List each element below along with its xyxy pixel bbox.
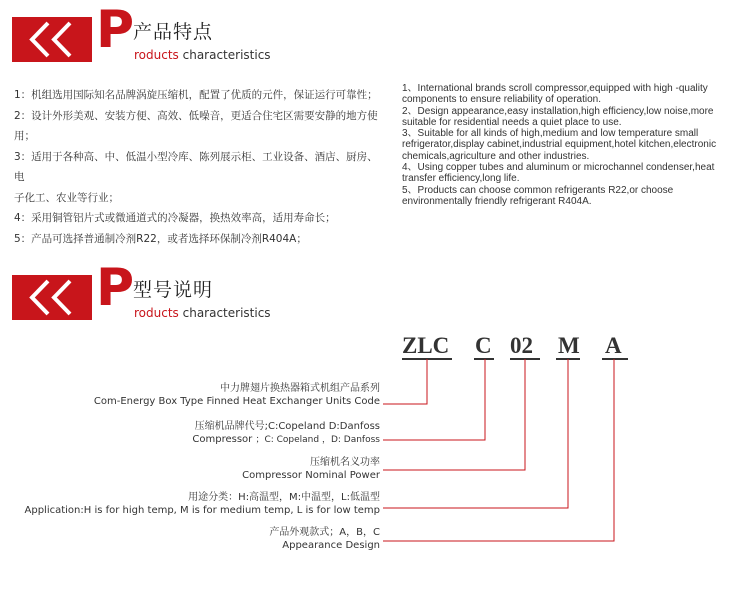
label-series-en: Com-Energy Box Type Finned Heat Exchanger Units Code bbox=[93, 396, 380, 407]
connector-design bbox=[383, 359, 614, 541]
label-design-zh: 产品外观款式；A，B，C bbox=[269, 527, 380, 538]
label-compressor-en-prefix: Compressor bbox=[192, 434, 253, 445]
model-code-power: 02 bbox=[510, 333, 533, 358]
subtitle-accent: roducts bbox=[134, 306, 179, 320]
label-application-zh: 用途分类：H:高温型，M:中温型，L:低温型 bbox=[188, 492, 380, 503]
feature-cn-item: 1：机组选用国际知名品牌涡旋压缩机，配置了优质的元件，保证运行可靠性； bbox=[14, 89, 378, 101]
connector-power bbox=[383, 359, 525, 470]
model-code-application: M bbox=[558, 333, 580, 358]
feature-cn-item: 4：采用铜管铝片式或微通道式的冷凝器，换热效率高，适用寿命长； bbox=[14, 212, 336, 224]
section-letter: P bbox=[96, 258, 135, 318]
connector-series bbox=[383, 359, 427, 404]
feature-cn-item: 子化工、农业等行业； bbox=[14, 191, 119, 204]
label-design-en: Appearance Design bbox=[282, 540, 380, 551]
label-application bbox=[25, 491, 381, 517]
label-power bbox=[242, 456, 380, 482]
feature-en-item: 2、Design appearance,easy installation,high efficiency,low noise,more suitable for residential needs a quiet place to use. bbox=[402, 105, 714, 128]
subtitle-accent: roducts bbox=[134, 48, 179, 62]
subtitle-rest: characteristics bbox=[178, 306, 271, 320]
feature-en-item: 4、Using copper tubes and aluminum or microchannel condenser,heat transfer efficiency,long life. bbox=[402, 162, 715, 185]
feature-en-item: 5、Products can choose common refrigerants R22,or choose environmentally friendly refrigerant R404A. bbox=[402, 184, 674, 207]
feature-cn-item: 5：产品可选择普通制冷剂R22，或者选择环保制冷剂R404A； bbox=[14, 232, 307, 245]
section-title: 产品特点 bbox=[133, 21, 214, 43]
connector-compressor bbox=[383, 359, 485, 440]
label-power-zh: 压缩机名义功率 bbox=[310, 457, 380, 468]
label-power-en: Compressor Nominal Power bbox=[242, 470, 380, 481]
label-compressor bbox=[192, 420, 380, 447]
feature-en-item: 1、International brands scroll compressor,equipped with high -quality components to ensure reliability of operation. bbox=[402, 83, 708, 106]
label-series-zh: 中力牌翅片换热器箱式机组产品系列 bbox=[220, 383, 380, 394]
label-compressor-en bbox=[192, 433, 380, 447]
connector-application bbox=[383, 359, 568, 508]
feature-cn-item: 3：适用于各种高、中、低温小型冷库、陈列展示柜、工业设备、酒店、厨房、电 bbox=[14, 150, 378, 183]
label-application-en: Application:H is for high temp, M is for medium temp, L is for low temp bbox=[24, 505, 380, 516]
label-design bbox=[269, 526, 380, 552]
model-code-series: ZLC bbox=[402, 333, 450, 358]
model-code-design: A bbox=[605, 333, 622, 358]
label-compressor-zh: 压缩机品牌代号;C:Copeland D:Danfoss bbox=[194, 421, 380, 432]
label-compressor-en-small: ；C: Copeland ，D: Danfoss bbox=[255, 435, 380, 445]
model-code-compressor: C bbox=[475, 333, 492, 358]
label-series bbox=[94, 382, 380, 408]
subtitle-rest: characteristics bbox=[178, 48, 271, 62]
feature-cn-item: 2：设计外形美观、安装方便、高效、低噪音，更适合住宅区需要安静的地方使用； bbox=[14, 109, 378, 142]
section-letter: P bbox=[96, 0, 135, 60]
section-title: 型号说明 bbox=[133, 279, 214, 301]
feature-en-item: 3、Suitable for all kinds of high,medium and low temperature small refrigerator,display cabinet,industrial equipment,hotel kitchen,electronic chemicals,agriculture and other industries. bbox=[402, 128, 717, 162]
